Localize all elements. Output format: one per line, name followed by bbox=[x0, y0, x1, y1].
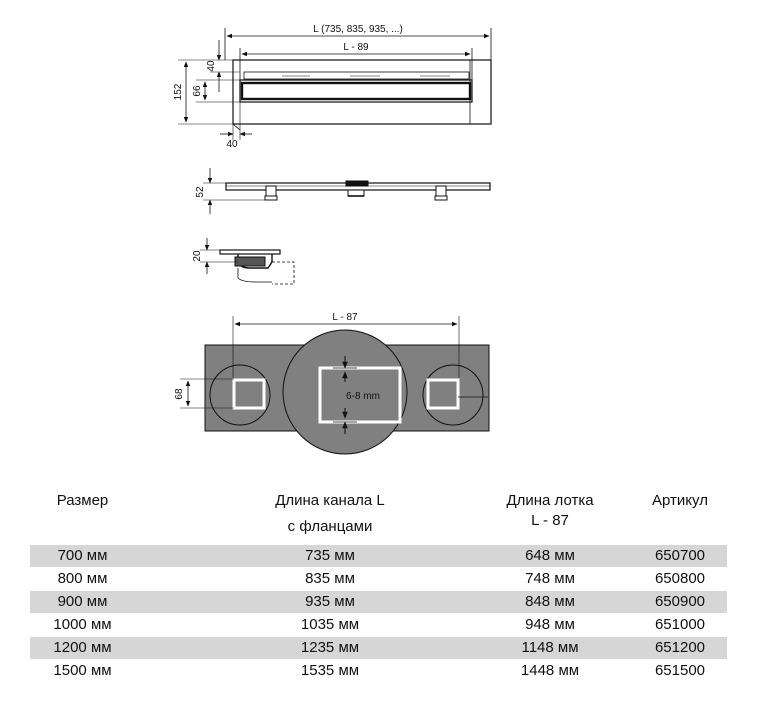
cell-size: 700 мм bbox=[57, 547, 108, 564]
channel-outline bbox=[233, 60, 491, 124]
side-outlet bbox=[348, 190, 364, 196]
label-inner-length: L - 89 bbox=[343, 42, 369, 53]
table-row bbox=[30, 637, 727, 659]
cell-tray-length: 748 мм bbox=[525, 570, 575, 587]
table-row bbox=[30, 614, 727, 636]
cell-size: 900 мм bbox=[57, 593, 108, 610]
label-width-68: 68 bbox=[174, 388, 185, 400]
cell-article: 651200 bbox=[654, 639, 706, 656]
cell-tray-length: 648 мм bbox=[525, 547, 575, 564]
label-height-52: 52 bbox=[195, 186, 206, 198]
detail-circle-center bbox=[283, 330, 407, 454]
header-tray-length-line2: L - 87 bbox=[531, 512, 569, 529]
section-view bbox=[200, 238, 294, 284]
cell-channel-length: 1535 мм bbox=[300, 662, 360, 679]
cell-tray-length: 948 мм bbox=[525, 616, 575, 633]
table-row bbox=[30, 568, 727, 590]
cell-channel-length: 735 мм bbox=[305, 547, 355, 564]
label-inner-66: 66 bbox=[192, 85, 203, 97]
cell-size: 1200 мм bbox=[53, 639, 112, 656]
header-channel-length-line2: с фланцами bbox=[287, 518, 373, 535]
detail-circle-right bbox=[423, 365, 483, 425]
cell-article: 650700 bbox=[654, 547, 706, 564]
cell-size: 1500 мм bbox=[53, 662, 112, 679]
label-overall-length: L (735, 835, 935, ...) bbox=[313, 24, 403, 35]
cell-article: 651500 bbox=[654, 662, 706, 679]
cell-size: 1000 мм bbox=[53, 616, 112, 633]
detail-circle-left bbox=[210, 365, 270, 425]
table-row bbox=[30, 545, 727, 567]
header-size bbox=[30, 488, 135, 514]
cell-size: 800 мм bbox=[57, 570, 108, 587]
side-view bbox=[203, 168, 490, 214]
cell-tray-length: 1148 мм bbox=[521, 639, 579, 656]
label-height-20: 20 bbox=[192, 250, 203, 262]
header-size-line1: Размер bbox=[56, 492, 109, 509]
label-gap: 6-8 mm bbox=[346, 391, 380, 402]
label-flange-40-horizontal: 40 bbox=[226, 139, 238, 150]
header-article bbox=[575, 488, 760, 514]
header-channel-length-line1: Длина канала L bbox=[275, 492, 385, 509]
cell-channel-length: 835 мм bbox=[305, 570, 355, 587]
table-row bbox=[30, 660, 727, 682]
cell-article: 650900 bbox=[654, 593, 706, 610]
table-row bbox=[30, 591, 727, 613]
cell-channel-length: 1035 мм bbox=[300, 616, 360, 633]
cell-tray-length: 848 мм bbox=[525, 593, 575, 610]
header-article-line1: Артикул bbox=[652, 492, 708, 509]
cell-channel-length: 1235 мм bbox=[300, 639, 360, 656]
cell-article: 650800 bbox=[654, 570, 706, 587]
cell-channel-length: 935 мм bbox=[305, 593, 355, 610]
cell-tray-length: 1448 мм bbox=[520, 662, 580, 679]
label-flange-40-vertical: 40 bbox=[206, 60, 217, 72]
detail-view bbox=[180, 316, 489, 454]
header-tray-length-line1: Длина лотка bbox=[506, 492, 594, 509]
header-channel-length bbox=[205, 488, 455, 540]
label-length-l87: L - 87 bbox=[332, 312, 358, 323]
cell-article: 651000 bbox=[654, 616, 706, 633]
label-height-152: 152 bbox=[173, 83, 184, 101]
top-view bbox=[178, 28, 491, 140]
